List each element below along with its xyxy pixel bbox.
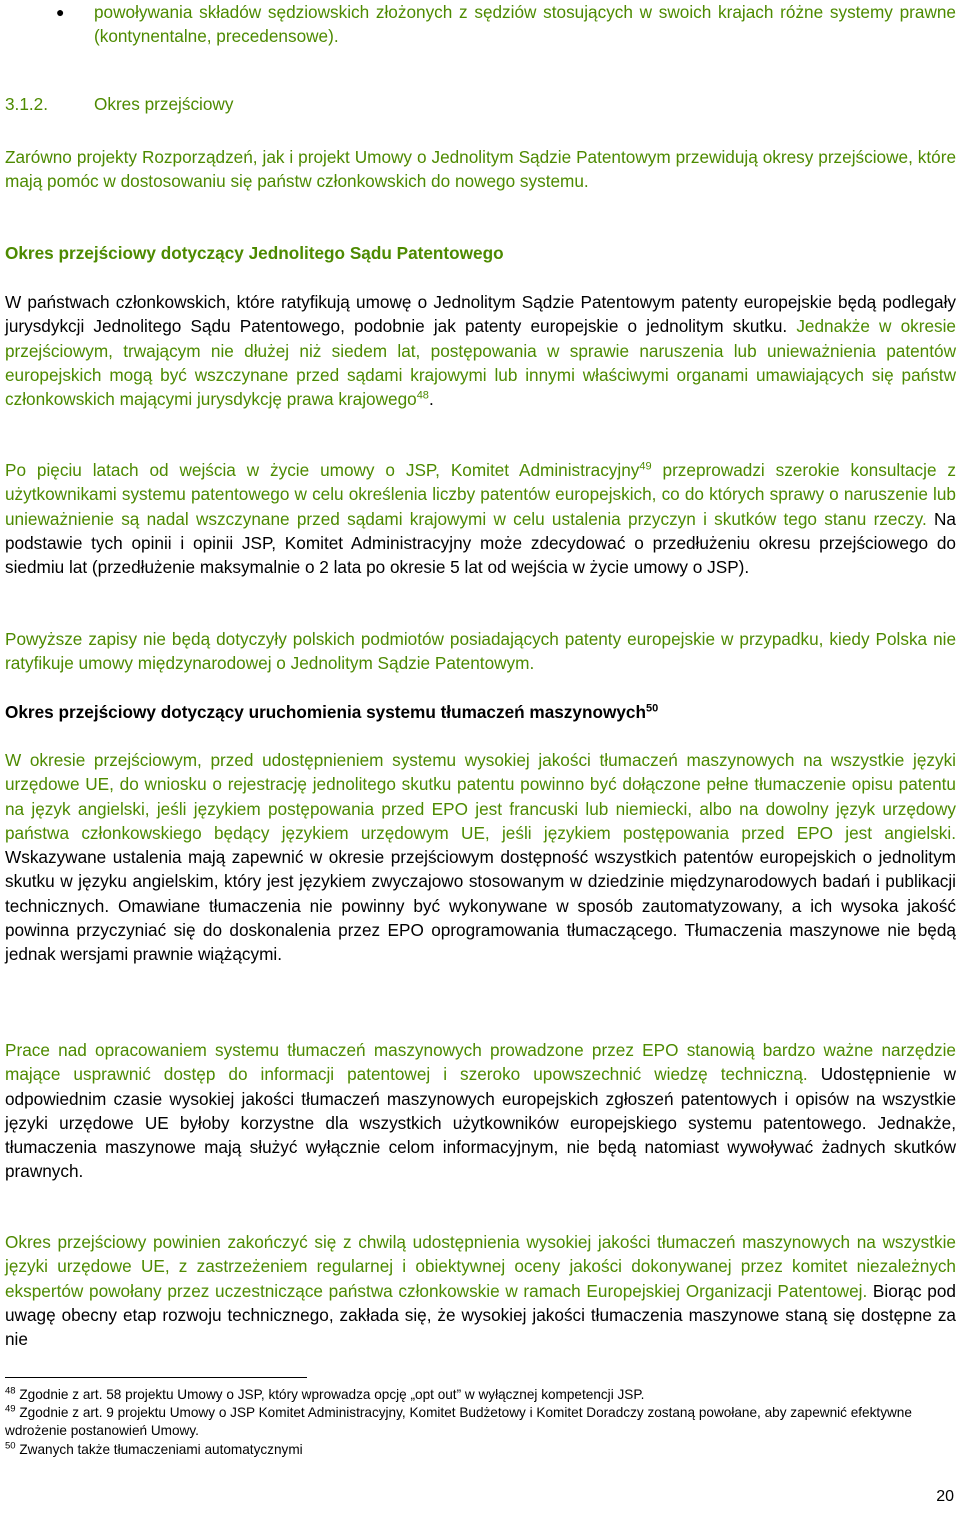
- paragraph-translation: [5, 748, 956, 967]
- paragraph-consultation: [5, 458, 956, 579]
- subheading-translation-text: Okres przejściowy dotyczący uruchomienia systemu tłumaczeń maszynowych: [5, 702, 646, 722]
- paragraph-end-period-part1: Okres przejściowy powinien zakończyć się z chwilą udostępnienia wysokiej jakości tłumaczeń maszynowych na wszystkie języki urzędowe UE, z zastrzeżeniem regularnej i obiektywnej oceny jakości dokonywanej przez komitet niezależnych ekspertów powołany przez uczestniczące państwa członkowskie w ramach Europejskiej Organizacji Patentowej.: [5, 1232, 956, 1301]
- bullet-text: powoływania składów sędziowskich złożonych z sędziów stosujących w swoich krajach różne systemy prawne (kontynentalne, precedensowe).: [94, 2, 956, 47]
- paragraph-consultation-part1: Po pięciu latach od wejścia w życie umowy o JSP, Komitet Administracyjny: [5, 460, 640, 480]
- section-number: 3.1.2.: [5, 94, 49, 114]
- footnote-ref-48: 48: [416, 389, 429, 402]
- paragraph-poland: Powyższe zapisy nie będą dotyczyły polskich podmiotów posiadających patenty europejskie w przypadku, kiedy Polska nie ratyfikuje umowy międzynarodowej o Jednolitym Sądzie Patentowym.: [5, 629, 956, 674]
- footnote-number: 50: [5, 1440, 16, 1452]
- paragraph-jurisdiction-end: .: [428, 389, 434, 410]
- paragraph-intro: Zarówno projekty Rozporządzeń, jak i projekt Umowy o Jednolitym Sądzie Patentowym przewidują okresy przejściowe, które mają pomóc w dostosowaniu się państw członkowskich do nowego systemu.: [5, 147, 956, 192]
- paragraph-jurisdiction-part2: Jednakże w okresie przejściowym, trwającym nie dłużej niż siedem lat, postępowania w sprawie naruszenia lub unieważnienia patentów europejskich mogą być wszczynane przed sądami krajowymi lub innymi właściwymi organami umawiających się państw członkowskich mającymi jurysdykcję prawa krajowego: [5, 316, 956, 410]
- subheading-translation: [5, 700, 956, 724]
- paragraph-translation-part2: Wskazywane ustalenia mają zapewnić w okresie przejściowym dostępność wszystkich patentów europejskich o jednolitym skutku w języku angielskim, który jest językiem zwyczajowo stosowanym w dziedzinie międzynarodowych badań i publikacji technicznych. Omawiane tłumaczenia nie powinny być wykonywane w sposób zautomatyzowany, a ich wysoka jakość powinna przyczyniać się do doskonalenia przez EPO oprogramowania tłumaczącego. Tłumaczenia maszynowe nie będą jednak wersjami prawnie wiążącymi.: [5, 847, 956, 965]
- paragraph-jurisdiction: [5, 290, 956, 411]
- paragraph-translation-part1: W okresie przejściowym, przed udostępnieniem systemu wysokiej jakości tłumaczeń maszynowych na wszystkie języki urzędowe UE, do wniosku o rejestrację jednolitego skutku patentu powinno być dołączone pełne tłumaczenie opisu patentu na język angielski, jeśli językiem postępowania przed EPO jest francuski lub niemiecki, albo na dowolny język urzędowy państwa członkowskiego będący językiem urzędowym UE, jeśli językiem postępowania przed EPO jest angielski.: [5, 750, 956, 843]
- footnote-ref-49: 49: [639, 460, 652, 473]
- paragraph-end-period-part2: Biorąc pod uwagę obecny etap rozwoju technicznego, zakłada się, że wysokiej jakości tłumaczenia maszynowe staną się dostępne za nie: [5, 1280, 956, 1350]
- footnote-text: Zgodnie z art. 58 projektu Umowy o JSP, który wprowadza opcję „opt out” w wyłącznej kompetencji JSP.: [19, 1387, 645, 1402]
- footnote-separator: [5, 1377, 307, 1378]
- footnote-ref-50: 50: [645, 702, 659, 715]
- paragraph-consultation-part2: przeprowadzi szerokie konsultacje z użytkownikami systemu patentowego w celu określenia liczby patentów europejskich, co do których sprawy o naruszenie lub unieważnienie są nadal wszczynane przed sądami krajowymi w celu ustalenia przyczyn i skutków tego stanu rzeczy.: [5, 460, 956, 529]
- paragraph-consultation-part3: Na podstawie tych opinii i opinii JSP, Komitet Administracyjny może zdecydować o przedłużeniu okresu przejściowego do siedmiu lat (przedłużenie maksymalnie o 2 lata po okresie 5 lat od wejścia w życie umowy o JSP).: [5, 508, 956, 578]
- subheading-court: Okres przejściowy dotyczący Jednolitego Sądu Patentowego: [5, 243, 504, 263]
- paragraph-epo: [5, 1038, 956, 1184]
- footnote-text: Zgodnie z art. 9 projektu Umowy o JSP Komitet Administracyjny, Komitet Budżetowy i Komitet Doradczy zostaną powołane, aby zapewnić efektywne wdrożenie postanowień Umowy.: [5, 1405, 912, 1439]
- bullet-icon: ●: [56, 4, 65, 20]
- paragraph-epo-part1: Prace nad opracowaniem systemu tłumaczeń maszynowych prowadzone przez EPO stanowią bardzo ważne narzędzie mające usprawnić dostęp do informacji patentowej i szeroko upowszechnić wiedzę techniczną.: [5, 1040, 956, 1085]
- footnote-text: Zwanych także tłumaczeniami automatycznymi: [19, 1441, 303, 1457]
- footnote-number: 49: [5, 1403, 16, 1415]
- paragraph-epo-part2: Udostępnienie w odpowiednim czasie wysokiej jakości tłumaczeń maszynowych europejskich zgłoszeń patentowych i opisów na wszystkie języki urzędowe UE byłoby korzystne dla wszystkich użytkowników europejskiego systemu patentowego. Jednakże, tłumaczenia maszynowe mają służyć wyłącznie celom informacyjnym, nie będą natomiast wywoływać żadnych skutków prawnych.: [5, 1064, 956, 1182]
- paragraph-end-period: [5, 1230, 956, 1351]
- section-title: Okres przejściowy: [94, 94, 234, 114]
- footnote-number: 48: [5, 1385, 16, 1397]
- page-number: 20: [936, 1488, 954, 1505]
- footnotes: [5, 1386, 956, 1459]
- footnote-49: [5, 1404, 956, 1440]
- footnote-50: [5, 1441, 956, 1459]
- footnote-48: [5, 1386, 956, 1404]
- paragraph-jurisdiction-part1: W państwach członkowskich, które ratyfikują umowę o Jednolitym Sądzie Patentowym patenty europejskie będą podlegały jurysdykcji Jednolitego Sądu Patentowego, podobnie jak patenty europejskie o jednolitym skutku.: [5, 292, 956, 337]
